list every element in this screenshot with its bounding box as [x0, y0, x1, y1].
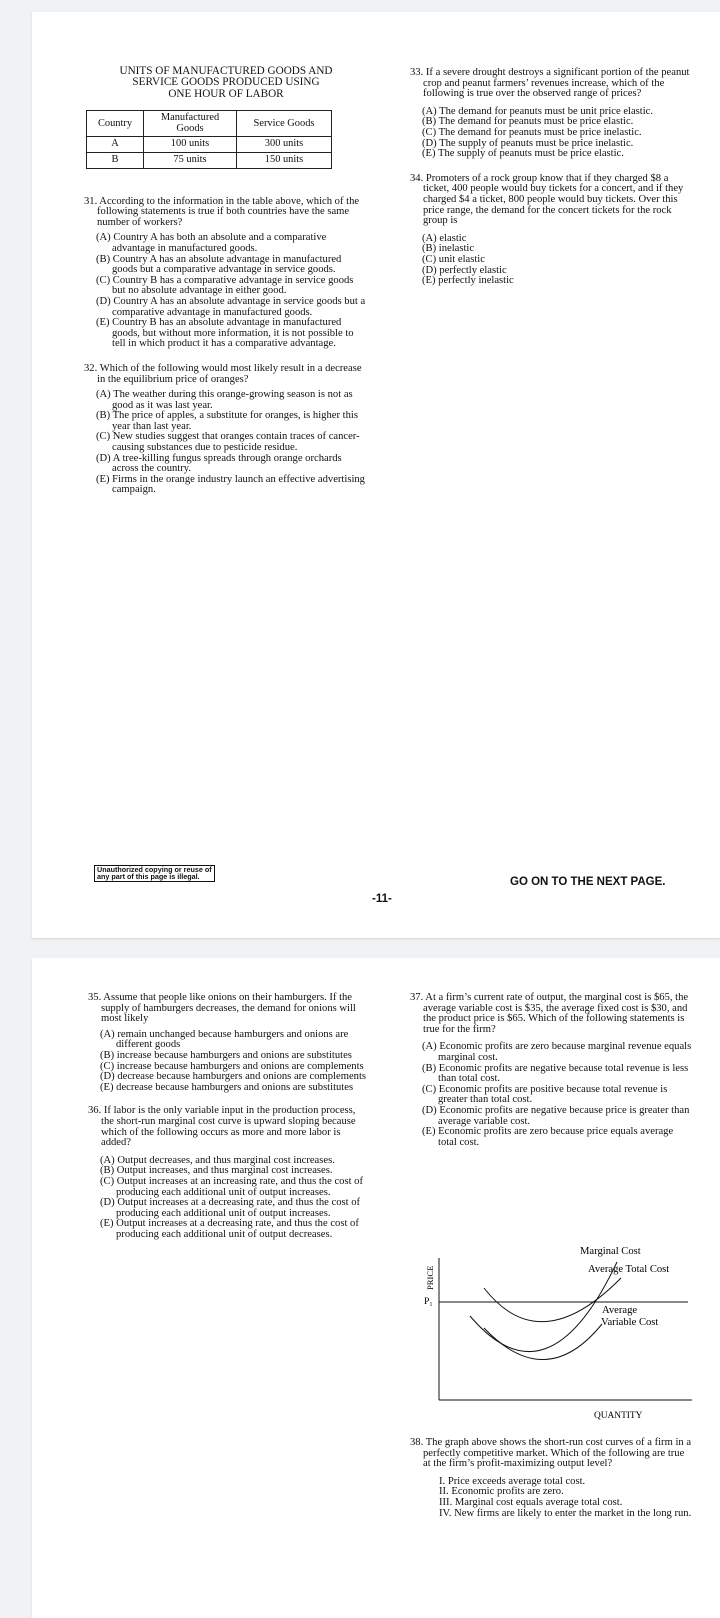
- question-36: [88, 1106, 368, 1240]
- page-number: -11-: [372, 893, 392, 905]
- statement-iii: III. Marginal cost equals average total cost.: [439, 1496, 623, 1508]
- exam-page-11: [32, 12, 720, 938]
- question-stem: 37. At a firm’s current rate of output, the marginal cost is $65, the average variable cost is $35, the average fixed cost is $30, and the product price is $65. Which of the following statements is true for the firm?: [410, 992, 689, 1035]
- answer-option-e[interactable]: (E) perfectly inelastic: [422, 275, 514, 287]
- answer-option-e[interactable]: (E) Firms in the orange industry launch an effective advertising campaign.: [96, 473, 365, 496]
- statement-i: I. Price exceeds average total cost.: [439, 1475, 586, 1487]
- answer-option-d[interactable]: (D) The supply of peanuts must be price inelastic.: [422, 137, 634, 149]
- right-column: [410, 68, 692, 287]
- answer-option-b[interactable]: (B) Country A has an absolute advantage in manufactured goods but a comparative advantage in service goods.: [96, 253, 342, 276]
- average-variable-cost-curve: [484, 1324, 602, 1360]
- answer-option-a[interactable]: (A) remain unchanged because hamburgers and onions are different goods: [100, 1028, 349, 1051]
- question-37: [410, 993, 694, 1148]
- table-row: B 75 units 150 units: [87, 153, 332, 169]
- answer-option-c[interactable]: (C) New studies suggest that oranges contain traces of cancer-causing substances due to pesticide residue.: [96, 431, 360, 454]
- answer-option-d[interactable]: (D) Output increases at a decreasing rate, and thus the cost of producing each additional unit of output increases.: [100, 1197, 361, 1219]
- answer-option-c[interactable]: (C) increase because hamburgers and onions are complements: [100, 1060, 364, 1072]
- label-average-total-cost: Average Total Cost: [588, 1264, 670, 1275]
- answer-option-e[interactable]: (E) decrease because hamburgers and onions are substitutes: [100, 1081, 354, 1093]
- left-column: [84, 66, 368, 496]
- header-country: Country: [87, 111, 144, 137]
- answer-option-b[interactable]: (B) increase because hamburgers and onions are substitutes: [100, 1049, 352, 1061]
- label-avc-line2: Variable Cost: [601, 1317, 659, 1328]
- answer-option-c[interactable]: (C) The demand for peanuts must be price inelastic.: [422, 126, 642, 138]
- question-33: [410, 68, 692, 160]
- question-38: [410, 1438, 694, 1519]
- label-avc-line1: Average: [602, 1305, 638, 1316]
- question-34: [410, 174, 692, 287]
- question-stem: 32. Which of the following would most likely result in a decrease in the equilibrium price of oranges?: [84, 362, 362, 385]
- answer-option-d[interactable]: (D) A tree-killing fungus spreads through orange orchards across the country.: [96, 452, 342, 475]
- answer-option-a[interactable]: (A) elastic: [422, 232, 467, 244]
- answer-option-b[interactable]: (B) The demand for peanuts must be price elastic.: [422, 116, 634, 128]
- question-stem: 34. Promoters of a rock group know that if they charged $8 a ticket, 400 people would buy tickets for a concert, and if they charged $4 a ticket, 800 people would buy tickets. Over this price range, the demand for the concert tickets for the rock group is: [410, 172, 684, 227]
- header-manufactured: Manufactured Goods: [144, 111, 237, 137]
- question-stem: 33. If a severe drought destroys a significant portion of the peanut crop and peanut farmers’ revenues increase, which of the following is true over the observed range of prices?: [410, 67, 690, 100]
- answer-option-a[interactable]: (A) Country A has both an absolute and a comparative advantage in manufactured goods.: [96, 232, 327, 254]
- answer-option-d[interactable]: (D) Economic profits are negative because price is greater than average variable cost.: [422, 1104, 690, 1127]
- question-stem: 36. If labor is the only variable input in the production process, the short-run marginal cost curve is upward sloping because which of the following occurs as more and more labor is added?: [88, 1105, 356, 1149]
- statement-ii: II. Economic profits are zero.: [439, 1486, 564, 1498]
- answer-option-b[interactable]: (B) inelastic: [422, 243, 475, 255]
- copyright-notice: Unauthorized copying or reuse of any part of this page is illegal.: [94, 865, 215, 882]
- answer-option-a[interactable]: (A) Output decreases, and thus marginal cost increases.: [100, 1154, 335, 1166]
- left-column: [88, 993, 368, 1240]
- answer-option-b[interactable]: (B) Economic profits are negative because total revenue is less than total cost.: [422, 1062, 689, 1085]
- answer-option-b[interactable]: (B) The price of apples, a substitute for oranges, is higher this year than last year.: [96, 410, 358, 432]
- table-title: UNITS OF MANUFACTURED GOODS AND SERVICE GOODS PRODUCED USING ONE HOUR OF LABOR: [119, 65, 333, 100]
- exam-page-12: [32, 958, 720, 1618]
- answer-option-c[interactable]: (C) unit elastic: [422, 253, 485, 265]
- marginal-cost-curve: [470, 1262, 617, 1352]
- question-35: [88, 993, 368, 1093]
- average-total-cost-curve: [484, 1278, 621, 1322]
- answer-option-c[interactable]: (C) Economic profits are positive because total revenue is greater than total cost.: [422, 1083, 668, 1106]
- go-next-page-label: GO ON TO THE NEXT PAGE.: [510, 876, 666, 888]
- question-stem: 38. The graph above shows the short-run cost curves of a firm in a perfectly competitive market. Which of the following are true at the firm’s profit-maximizing output level?: [410, 1437, 692, 1470]
- answer-option-c[interactable]: (C) Output increases at an increasing rate, and thus the cost of producing each additional unit of output increases.: [100, 1175, 363, 1198]
- cost-curves-graph: [412, 1238, 702, 1428]
- right-column-lower: [410, 1438, 694, 1519]
- question-31: [84, 197, 368, 350]
- x-axis-label: QUANTITY: [594, 1411, 643, 1421]
- answer-option-d[interactable]: (D) decrease because hamburgers and onions are complements: [100, 1071, 367, 1083]
- answer-option-a[interactable]: (A) The weather during this orange-growing season is not as good as it was last year.: [96, 389, 353, 411]
- answer-option-a[interactable]: (A) The demand for peanuts must be unit price elastic.: [422, 105, 654, 117]
- question-32: [84, 364, 368, 496]
- price-level-label: P₁: [424, 1296, 433, 1307]
- y-axis-label: PRICE: [425, 1265, 435, 1290]
- question-stem: 31. According to the information in the table above, which of the following statements is true if both countries have the same number of workers?: [84, 195, 360, 228]
- right-column: [410, 993, 694, 1148]
- answer-option-e[interactable]: (E) Country B has an absolute advantage in manufactured goods, but without more information, it is not possible to tell in which product it has a comparative advantage.: [96, 317, 354, 350]
- answer-option-e[interactable]: (E) Economic profits are zero because price equals average total cost.: [422, 1126, 674, 1148]
- answer-option-d[interactable]: (D) Country A has an absolute advantage in service goods but a comparative advantage in manufactured goods.: [96, 295, 366, 318]
- answer-option-a[interactable]: (A) Economic profits are zero because marginal revenue equals marginal cost.: [422, 1041, 692, 1063]
- header-service: Service Goods: [237, 111, 332, 137]
- answer-option-b[interactable]: (B) Output increases, and thus marginal cost increases.: [100, 1165, 333, 1177]
- production-table: [86, 110, 332, 168]
- table-header-row: [87, 111, 332, 137]
- answer-option-d[interactable]: (D) perfectly elastic: [422, 264, 507, 276]
- question-stem: 35. Assume that people like onions on their hamburgers. If the supply of hamburgers decreases, the demand for onions will most likely: [88, 992, 356, 1025]
- statement-iv: IV. New firms are likely to enter the market in the long run.: [439, 1507, 692, 1519]
- answer-option-c[interactable]: (C) Country B has a comparative advantage in service goods but no absolute advantage in either good.: [96, 274, 354, 297]
- label-marginal-cost: Marginal Cost: [580, 1246, 641, 1257]
- answer-option-e[interactable]: (E) Output increases at a decreasing rate, and thus the cost of producing each additional unit of output decreases.: [100, 1218, 359, 1240]
- table-row: A 100 units 300 units: [87, 137, 332, 153]
- answer-option-e[interactable]: (E) The supply of peanuts must be price elastic.: [422, 148, 624, 160]
